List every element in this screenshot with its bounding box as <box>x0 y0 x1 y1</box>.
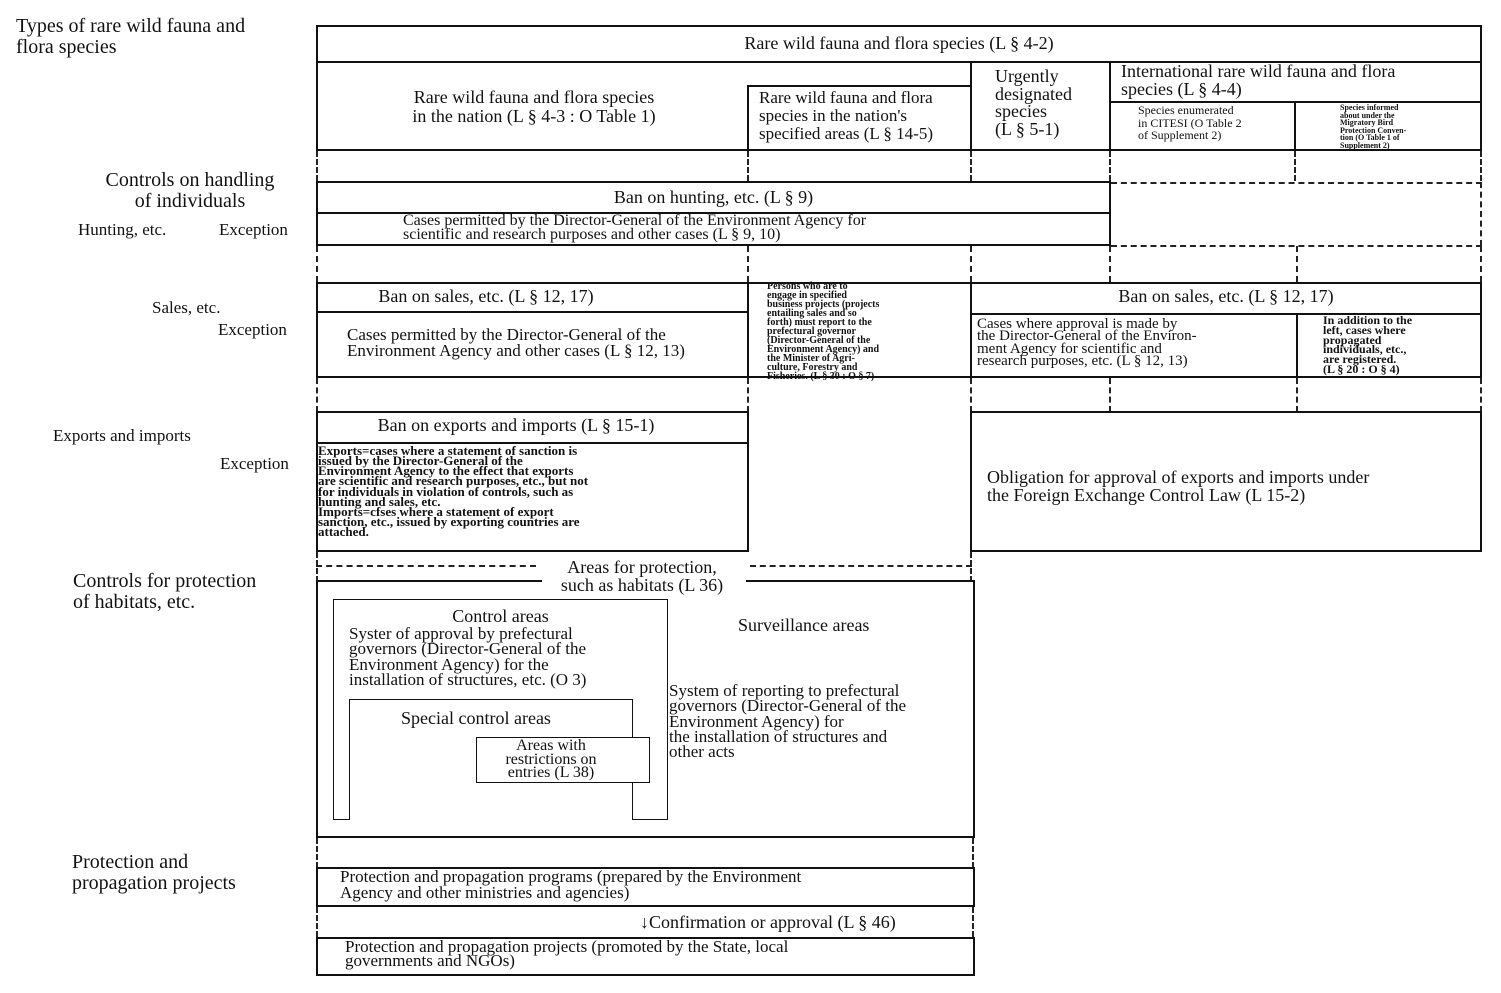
hunting-right-vdash <box>1480 182 1482 246</box>
dash-19 <box>316 552 318 582</box>
label-exception-hunting: Exception <box>219 220 288 239</box>
species-citesi: Species enumerated in CITESI (O Table 2 of Supplement 2) <box>1138 103 1242 143</box>
dash-4 <box>1109 151 1111 181</box>
label-hunting: Hunting, etc. <box>78 220 167 239</box>
label-sales: Sales, etc. <box>152 298 221 317</box>
dash-11 <box>1296 246 1298 282</box>
control-areas-text: Syster of approval by prefectural governors (Director-General of the Environment Agency) for the installation of structures, etc. (O 3) <box>349 624 587 689</box>
sales-ban-left: Ban on sales, etc. (L § 12, 17) <box>378 286 594 306</box>
dash-9 <box>970 246 972 282</box>
surveillance-title: Surveillance areas <box>738 615 870 635</box>
species-urgent: Urgently designated species (L § 5-1) <box>995 66 1072 139</box>
hunting-right-dash <box>1111 182 1482 184</box>
hab-dash-left <box>316 565 536 567</box>
projects-programs: Protection and propagation programs (prepared by the Environment Agency and other ministries and agencies) <box>340 867 802 903</box>
label-exception-sales: Exception <box>218 320 287 339</box>
label-exports-imports: Exports and imports <box>53 426 191 445</box>
label-habitats: Controls for protection of habitats, etc. <box>73 570 257 613</box>
sales-left-divider <box>316 311 749 313</box>
divider-international-left <box>1109 61 1111 151</box>
species-migratory: Species informed about under the Migratory Bird Protection Conven- tion (O Table 1 of Supplement 2) <box>1340 103 1407 150</box>
hab-dash-right <box>750 565 972 567</box>
exports-exception: Exports=cases where a statement of sanction is issued by the Director-General of the Environment Agency to the effect that exports are scientific and research purposes, etc., but not for individuals in violation of controls, such as hunting and sales, etc. Imports=cfses where a statement of export sanction, etc., issued by exporting countries are attached. <box>318 443 589 539</box>
hunting-ban: Ban on hunting, etc. (L § 9) <box>613 187 814 207</box>
sales-exception-right: Cases where approval is made by the Director-General of the Environ- ment Agency for scientific and research purposes, etc. (L § 12, 13) <box>977 316 1197 369</box>
hab-top-right <box>746 580 975 582</box>
label-projects: Protection and propagation projects <box>72 851 236 894</box>
dash-15 <box>970 378 972 412</box>
dash-10 <box>1109 246 1111 282</box>
species-international: International rare wild fauna and flora species (L § 4-4) <box>1121 61 1396 99</box>
dash-13 <box>316 378 318 412</box>
sales-right-split <box>1296 313 1298 378</box>
dash-3 <box>970 151 972 181</box>
dash-18 <box>1480 378 1482 412</box>
dash-5 <box>1294 151 1296 181</box>
dash-12 <box>1480 246 1482 282</box>
surveillance-text: System of reporting to prefectural governors (Director-General of the Environment Agency) for the installation of structures and other acts <box>669 681 907 762</box>
divider-urgent-left <box>970 61 972 151</box>
dash-7 <box>316 246 318 282</box>
dash-16 <box>1109 378 1111 412</box>
hab-top-left <box>316 580 542 582</box>
dash-2 <box>747 151 749 181</box>
control-areas-title: Control areas <box>452 606 549 626</box>
label-exception-exports: Exception <box>220 454 289 473</box>
dash-17 <box>1296 378 1298 412</box>
sales-exception-left: Cases permitted by the Director-General of the Environment Agency and other cases (L § 12, 13) <box>347 325 685 361</box>
projects-projects: Protection and propagation projects (promoted by the State, local governments and NGOs) <box>345 937 789 971</box>
species-nation: Rare wild fauna and flora species in the nation (L § 4-3 : O Table 1) <box>412 87 656 126</box>
dash-6 <box>1480 151 1482 181</box>
dash-8 <box>747 246 749 282</box>
sales-persons: Persons who are to engage in specified business projects (projects entailing sales and so forth) must report to the prefectural governor (Director-General of the Environment Agency) and the Minister of Agri- culture, Forestry and Fisheries. (L § 30 : O § 7) <box>767 281 880 382</box>
dash-14 <box>747 378 749 412</box>
special-control-title: Special control areas <box>401 708 551 728</box>
dash-24 <box>972 907 974 937</box>
exports-obligation: Obligation for approval of exports and imports under the Foreign Exchange Control Law (L 15-2) <box>987 467 1370 505</box>
dash-22 <box>972 838 974 868</box>
dash-21 <box>316 838 318 868</box>
label-controls-individuals: Controls on handling of individuals <box>105 169 275 212</box>
projects-confirmation: ↓Confirmation or approval (L § 46) <box>640 912 896 932</box>
sales-ban-right: Ban on sales, etc. (L § 12, 17) <box>1118 286 1334 306</box>
species-specified-areas: Rare wild fauna and flora species in the nation's specified areas (L § 14-5) <box>759 88 934 143</box>
sales-addition: In addition to the left, cases where propagated individuals, etc., are registered. (L § 20 : O § 4) <box>1323 313 1413 377</box>
dash-1 <box>316 151 318 181</box>
divider-citesi-migratory <box>1294 101 1296 151</box>
species-top-title: Rare wild fauna and flora species (L § 4-2) <box>744 33 1054 53</box>
hunting-exception: Cases permitted by the Director-General of the Environment Agency for scientific and research purposes and other cases (L § 9, 10) <box>403 212 867 243</box>
dash-20 <box>970 552 972 582</box>
exports-ban: Ban on exports and imports (L § 15-1) <box>377 415 655 435</box>
dash-23 <box>316 907 318 937</box>
restricted-areas: Areas with restrictions on entries (L 38) <box>505 737 597 782</box>
habitats-areas-title: Areas for protection, such as habitats (L 36) <box>560 557 724 595</box>
label-types-of-species: Types of rare wild fauna and flora species <box>16 15 246 58</box>
